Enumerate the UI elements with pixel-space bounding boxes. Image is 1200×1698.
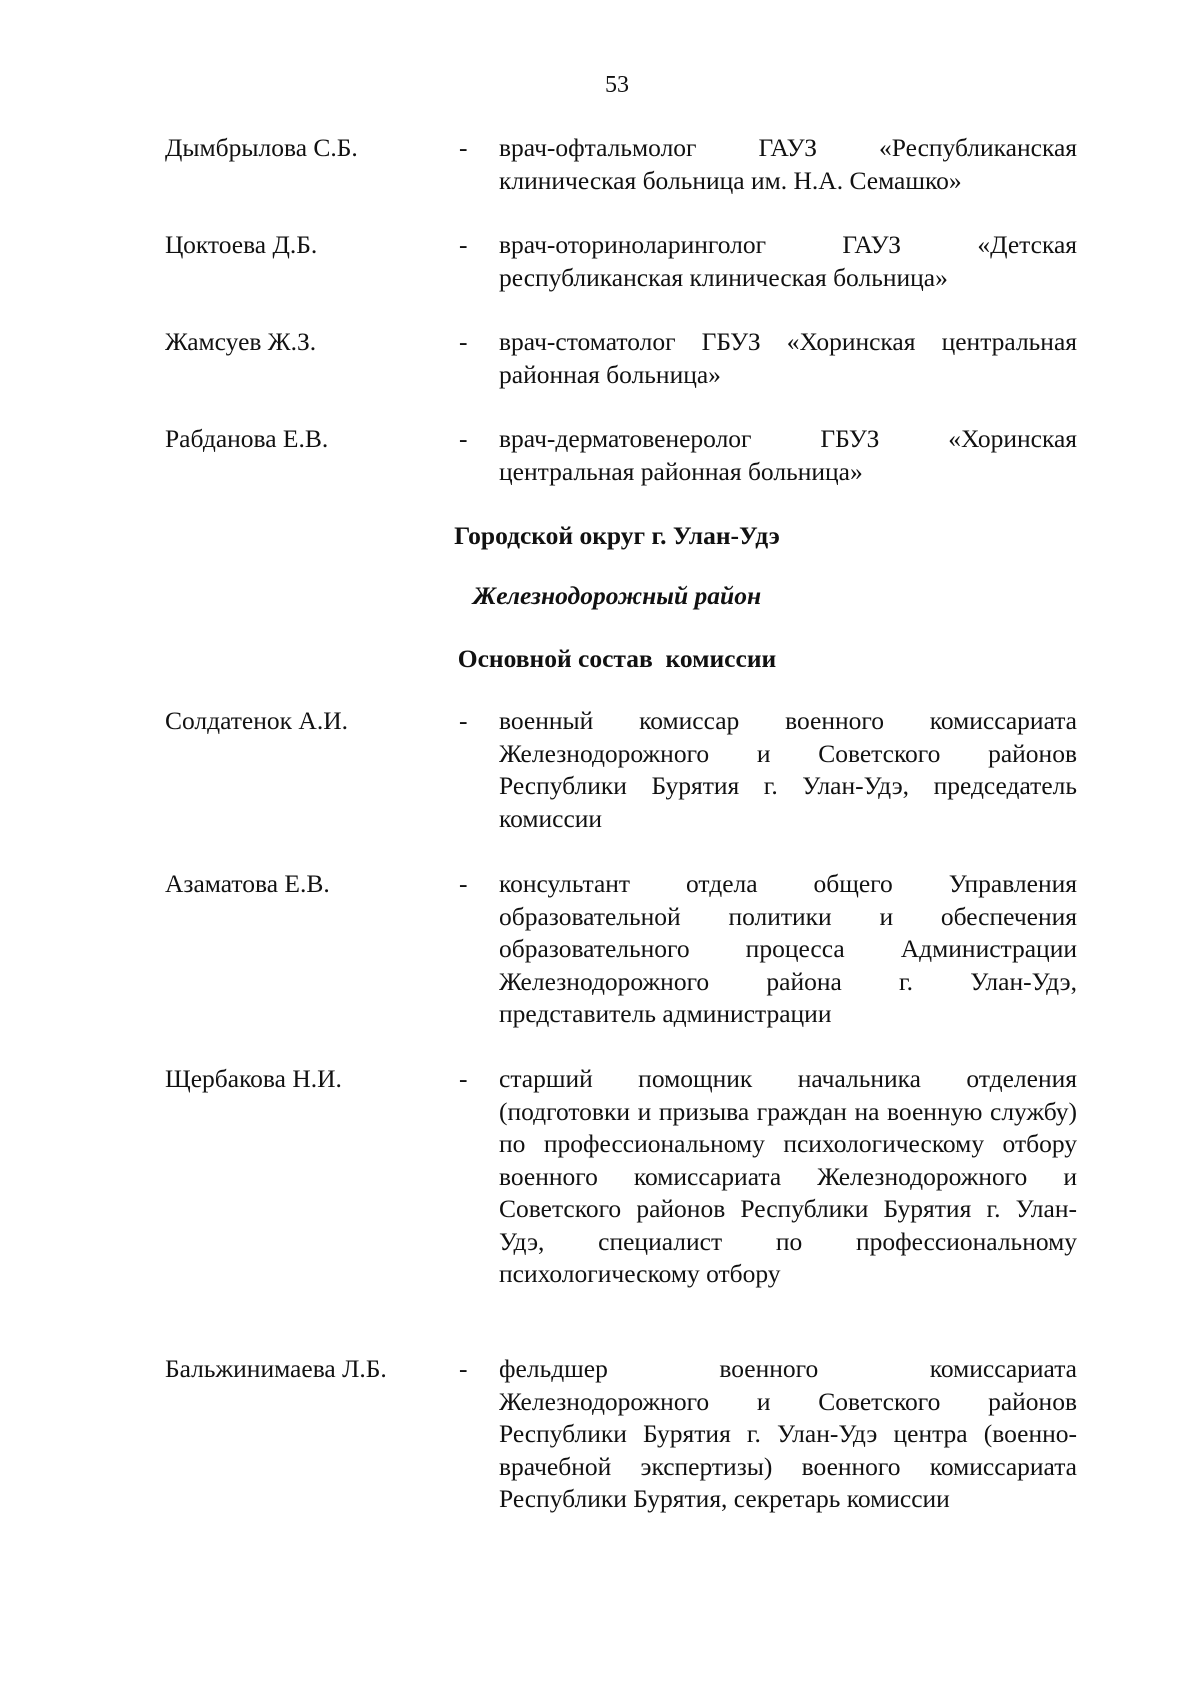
member-entry-balzhinimaeva bbox=[165, 1353, 1077, 1513]
member-entry-soldatenok bbox=[165, 705, 1077, 833]
member-role: фельдшер военного комиссариата Железнодорожного и Советского районов Республики Бурятия г. Улан-Удэ центра (военно-врачебной экспертизы) военного комиссариата Республики Бурятия, секретарь комиссии bbox=[499, 1354, 1077, 1513]
member-role: старший помощник начальника отделения (подготовки и призыва граждан на военную службу) по профессиональному психологическому отбору военного комиссариата Железнодорожного и Советского районов Республики Бурятия г. Улан-Удэ, специалист по профессиональному психологическому отбору bbox=[499, 1064, 1077, 1288]
member-entry-tsoktoeva bbox=[165, 229, 1077, 292]
member-entry-shcherbakova bbox=[165, 1063, 1077, 1288]
member-name: Азаматова Е.В. bbox=[165, 869, 330, 898]
member-dash: - bbox=[459, 424, 468, 453]
member-name: Дымбрылова С.Б. bbox=[165, 133, 358, 162]
member-entry-azamatova bbox=[165, 868, 1077, 1028]
member-dash: - bbox=[459, 327, 468, 356]
member-name: Жамсуев Ж.З. bbox=[165, 327, 317, 356]
member-entry-zhamsuev bbox=[165, 326, 1077, 389]
member-role: консультант отдела общего Управления образовательной политики и обеспечения образовательного процесса Администрации Железнодорожного района г. Улан-Удэ, представитель администрации bbox=[499, 869, 1077, 1028]
member-role: врач-стоматолог ГБУЗ «Хоринская центральная районная больница» bbox=[499, 327, 1077, 389]
member-dash: - bbox=[459, 133, 468, 162]
member-name: Цоктоева Д.Б. bbox=[165, 230, 318, 259]
member-entry-rabdanova bbox=[165, 423, 1077, 486]
member-name: Рабданова Е.В. bbox=[165, 424, 329, 453]
page-number: 53 bbox=[605, 72, 629, 98]
member-name: Бальжинимаева Л.Б. bbox=[165, 1354, 387, 1383]
district-heading: Городской округ г. Улан-Удэ bbox=[454, 521, 780, 550]
member-name: Щербакова Н.И. bbox=[165, 1064, 342, 1093]
member-dash: - bbox=[459, 869, 468, 898]
member-dash: - bbox=[459, 1064, 468, 1093]
member-entry-dymbrylova bbox=[165, 132, 1077, 195]
member-role: военный комиссар военного комиссариата Железнодорожного и Советского районов Республики Бурятия г. Улан-Удэ, председатель комиссии bbox=[499, 706, 1077, 833]
member-role: врач-офтальмолог ГАУЗ «Республиканская клиническая больница им. Н.А. Семашко» bbox=[499, 133, 1077, 195]
member-role: врач-дерматовенеролог ГБУЗ «Хоринская центральная районная больница» bbox=[499, 424, 1077, 486]
member-dash: - bbox=[459, 706, 468, 735]
composition-heading: Основной состав комиссии bbox=[457, 644, 777, 673]
area-heading: Железнодорожный район bbox=[472, 581, 762, 610]
member-role: врач-оториноларинголог ГАУЗ «Детская республиканская клиническая больница» bbox=[499, 230, 1077, 292]
member-dash: - bbox=[459, 1354, 468, 1383]
member-name: Солдатенок А.И. bbox=[165, 706, 348, 735]
member-dash: - bbox=[459, 230, 468, 259]
